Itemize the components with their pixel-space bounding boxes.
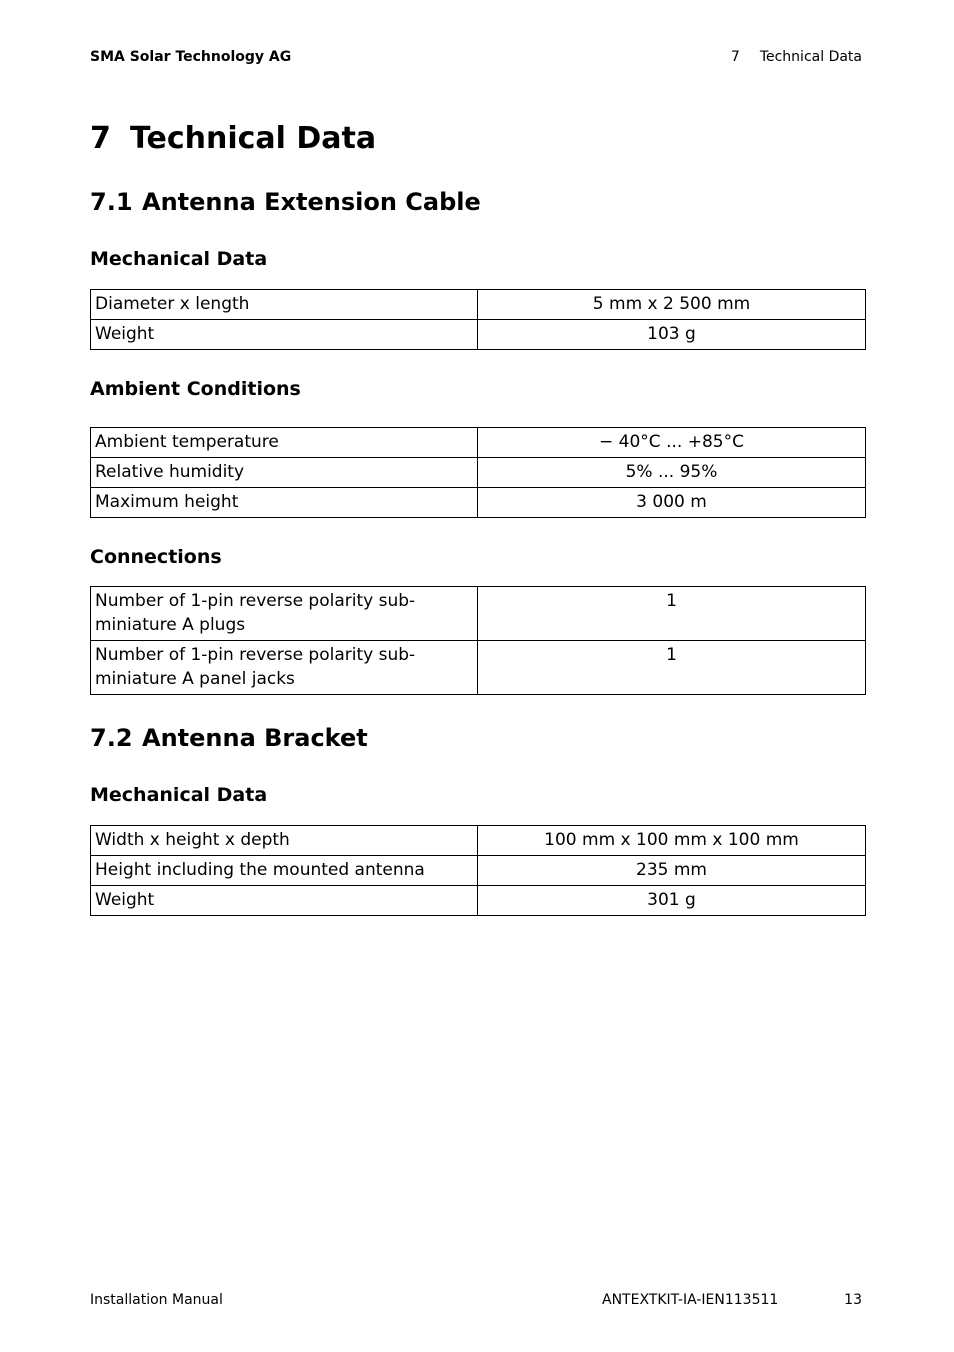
header-chapter — [731, 49, 862, 65]
table-row — [91, 641, 866, 695]
section-number: 7.2 — [90, 724, 133, 752]
footer-page-number: 13 — [844, 1292, 862, 1308]
chapter-title-text: Technical Data — [130, 121, 377, 156]
section-number: 7.1 — [90, 188, 133, 216]
table-cell-value: 5 mm x 2 500 mm — [478, 290, 866, 320]
bracket-mechanical-data-table — [90, 825, 866, 916]
table-cell-label: Relative humidity — [91, 458, 478, 488]
table-cell-label: Maximum height — [91, 488, 478, 518]
table-row — [91, 826, 866, 856]
table-cell-label: Weight — [91, 320, 478, 350]
subsection-title-connections: Connections — [90, 546, 222, 568]
table-row — [91, 428, 866, 458]
section-title-7-2 — [90, 724, 368, 752]
header-chapter-number: 7 — [730, 49, 740, 65]
table-cell-value: 100 mm x 100 mm x 100 mm — [478, 826, 866, 856]
footer-manual: Installation Manual — [90, 1292, 223, 1308]
chapter-number: 7 — [90, 121, 111, 156]
subsection-title-ambient-conditions: Ambient Conditions — [90, 378, 301, 400]
table-cell-value: 103 g — [478, 320, 866, 350]
table-cell-value: 1 — [478, 641, 866, 695]
table-cell-label: Diameter x length — [91, 290, 478, 320]
header-company: SMA Solar Technology AG — [90, 49, 292, 65]
table-cell-value: 301 g — [478, 886, 866, 916]
section-title-7-1 — [90, 188, 481, 216]
table-row — [91, 320, 866, 350]
table-cell-label: Ambient temperature — [91, 428, 478, 458]
chapter-title — [90, 121, 376, 156]
table-cell-label: Height including the mounted antenna — [91, 856, 478, 886]
table-cell-value: 1 — [478, 587, 866, 641]
connections-table — [90, 586, 866, 695]
table-row — [91, 290, 866, 320]
mechanical-data-table — [90, 289, 866, 350]
table-row — [91, 856, 866, 886]
table-row — [91, 458, 866, 488]
table-cell-label: Weight — [91, 886, 478, 916]
table-cell-value: 235 mm — [478, 856, 866, 886]
section-title-text: Antenna Extension Cable — [142, 188, 481, 216]
table-row — [91, 488, 866, 518]
section-title-text: Antenna Bracket — [142, 724, 368, 752]
table-cell-value: − 40°C ... +85°C — [478, 428, 866, 458]
table-cell-label: Number of 1-pin reverse polarity sub-miniature A plugs — [91, 587, 478, 641]
table-row — [91, 587, 866, 641]
ambient-conditions-table — [90, 427, 866, 518]
subsection-title-mechanical-data: Mechanical Data — [90, 248, 268, 270]
header-chapter-name: Technical Data — [759, 49, 862, 65]
table-cell-label: Width x height x depth — [91, 826, 478, 856]
table-cell-label: Number of 1-pin reverse polarity sub-miniature A panel jacks — [91, 641, 478, 695]
table-cell-value: 5% ... 95% — [478, 458, 866, 488]
footer-doc-code: ANTEXTKIT-IA-IEN113511 — [602, 1292, 779, 1308]
subsection-title-bracket-mechanical-data: Mechanical Data — [90, 784, 268, 806]
table-row — [91, 886, 866, 916]
table-cell-value: 3 000 m — [478, 488, 866, 518]
